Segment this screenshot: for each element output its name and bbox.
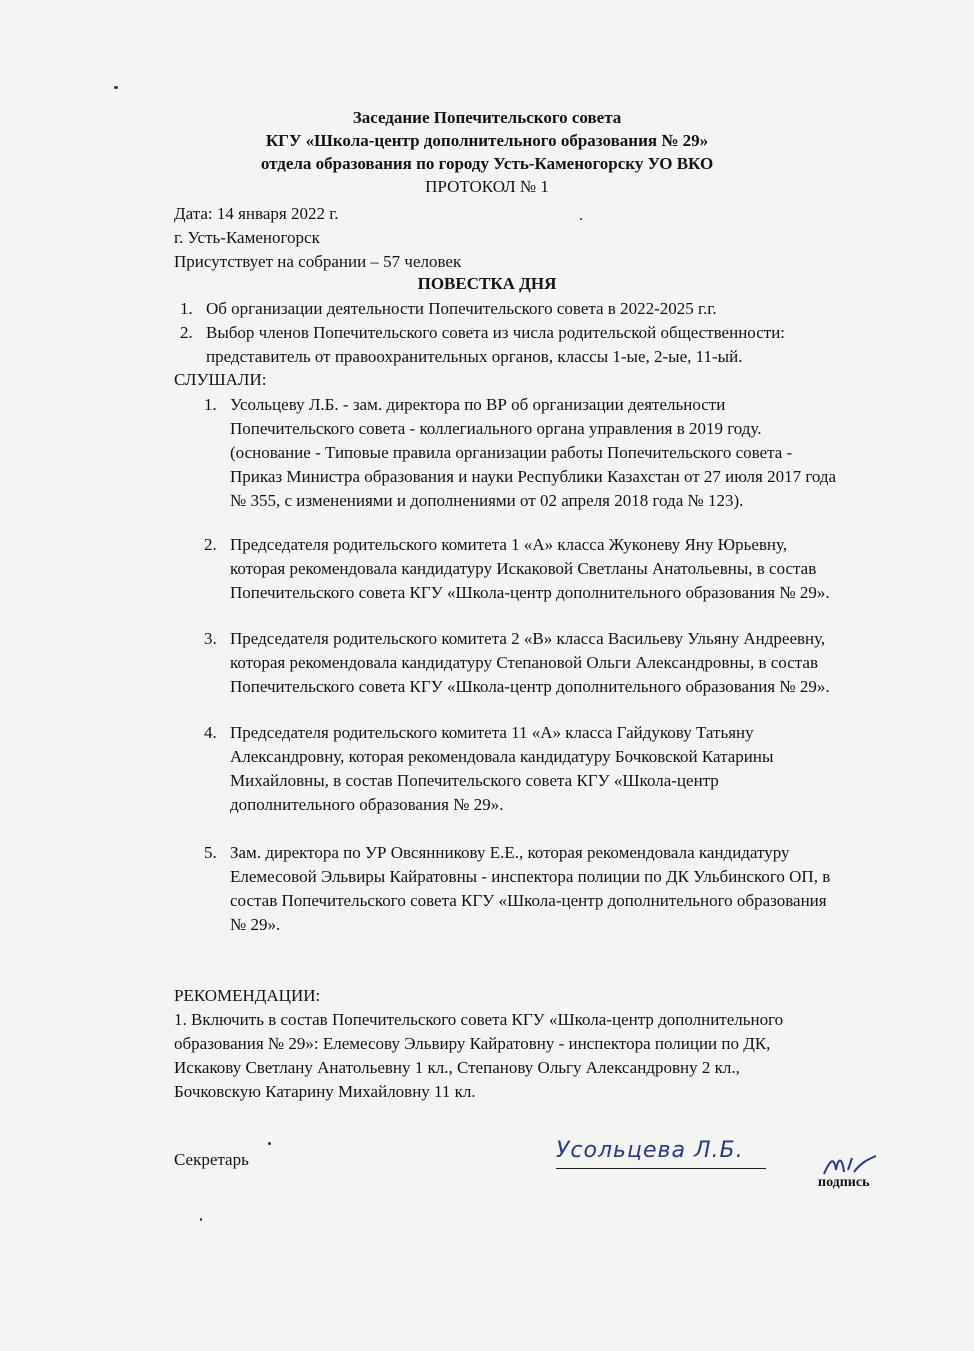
heard-item-number: 1.: [204, 395, 217, 414]
agenda-item-1: Об организации деятельности Попечительского совета в 2022-2025 г.г.: [206, 299, 717, 318]
heard-item-number: 4.: [204, 723, 217, 742]
signature-caption: подпись: [818, 1175, 870, 1190]
scan-speck: [580, 218, 582, 220]
heard-item-4: Председателя родительского комитета 11 «А» класса Гайдукову Татьяну Александровну, которая рекомендовала кандидатуру Бочковской Катарины Михайловны, в состав Попечительского совета КГУ «Школа-центр дополнительного образования № 29».: [230, 723, 774, 814]
heard-item-1: Усольцеву Л.Б. - зам. директора по ВР об организации деятельности Попечительского совета - коллегиального органа управления в 2019 году. (основание - Типовые правила организации работы Попечительского совета - Приказ Министра образования и науки Республики Казахстан от 27 июля 2017 года № 355, с изменениями и дополнениями от 02 апреля 2018 года № 123).: [230, 395, 837, 510]
scan-speck: [200, 1218, 202, 1221]
heard-item-2: Председателя родительского комитета 1 «А» класса Жуконеву Яну Юрьевну, которая рекомендовала кандидатуру Искаковой Светланы Анатольевны, в состав Попечительского совета КГУ «Школа-центр дополнительного образования № 29».: [230, 535, 830, 602]
header-line-2: КГУ «Школа-центр дополнительного образования № 29»: [265, 131, 709, 150]
secretary-handwritten-name: Усольцева Л.Б.: [556, 1138, 744, 1163]
agenda-item-number: 2.: [180, 323, 193, 342]
heard-item-number: 3.: [204, 629, 217, 648]
agenda-item-2-line-2: представитель от правоохранительных органов, классы 1-ые, 2-ые, 11-ый.: [206, 347, 743, 366]
scan-speck: [268, 1142, 271, 1145]
recommendations-text: 1. Включить в состав Попечительского совета КГУ «Школа-центр дополнительного образования № 29»: Елемесову Эльвиру Кайратовну - инспектора полиции по ДК, Искакову Светлану Анатольевну 1 кл., Степанову Ольгу Александровну 2 кл., Бочковскую Катарину Михайловну 11 кл.: [174, 1010, 784, 1101]
meeting-city: г. Усть-Каменогорск: [174, 228, 320, 247]
agenda-item-2-line-1: Выбор членов Попечительского совета из числа родительской общественности:: [206, 323, 786, 342]
heard-item-5: Зам. директора по УР Овсянникову Е.Е., которая рекомендовала кандидатуру Елемесовой Эльвиры Кайратовны - инспектора полиции по ДК Ульбинского ОП, в состав Попечительского совета КГУ «Школа-центр дополнительного образования № 29».: [230, 843, 831, 934]
agenda-title: ПОВЕСТКА ДНЯ: [417, 274, 557, 293]
secretary-label: Секретарь: [174, 1150, 249, 1169]
heard-title: СЛУШАЛИ:: [174, 370, 267, 389]
scan-speck: [114, 86, 118, 89]
heard-item-3: Председателя родительского комитета 2 «В» класса Васильеву Ульяну Андреевну, которая рекомендовала кандидатуру Степановой Ольги Александровны, в состав Попечительского совета КГУ «Школа-центр дополнительного образования № 29».: [230, 629, 830, 696]
protocol-title: ПРОТОКОЛ № 1: [425, 177, 549, 196]
attendance: Присутствует на собрании – 57 человек: [174, 252, 462, 271]
meeting-date: Дата: 14 января 2022 г.: [174, 204, 339, 223]
header-line-1: Заседание Попечительского совета: [352, 108, 622, 127]
signature-underline: [556, 1168, 766, 1169]
header-line-3: отдела образования по городу Усть-Каменогорску УО ВКО: [260, 154, 714, 173]
recommendations-title: РЕКОМЕНДАЦИИ:: [174, 986, 321, 1005]
heard-item-number: 5.: [204, 843, 217, 862]
heard-item-number: 2.: [204, 535, 217, 554]
agenda-item-number: 1.: [180, 299, 193, 318]
